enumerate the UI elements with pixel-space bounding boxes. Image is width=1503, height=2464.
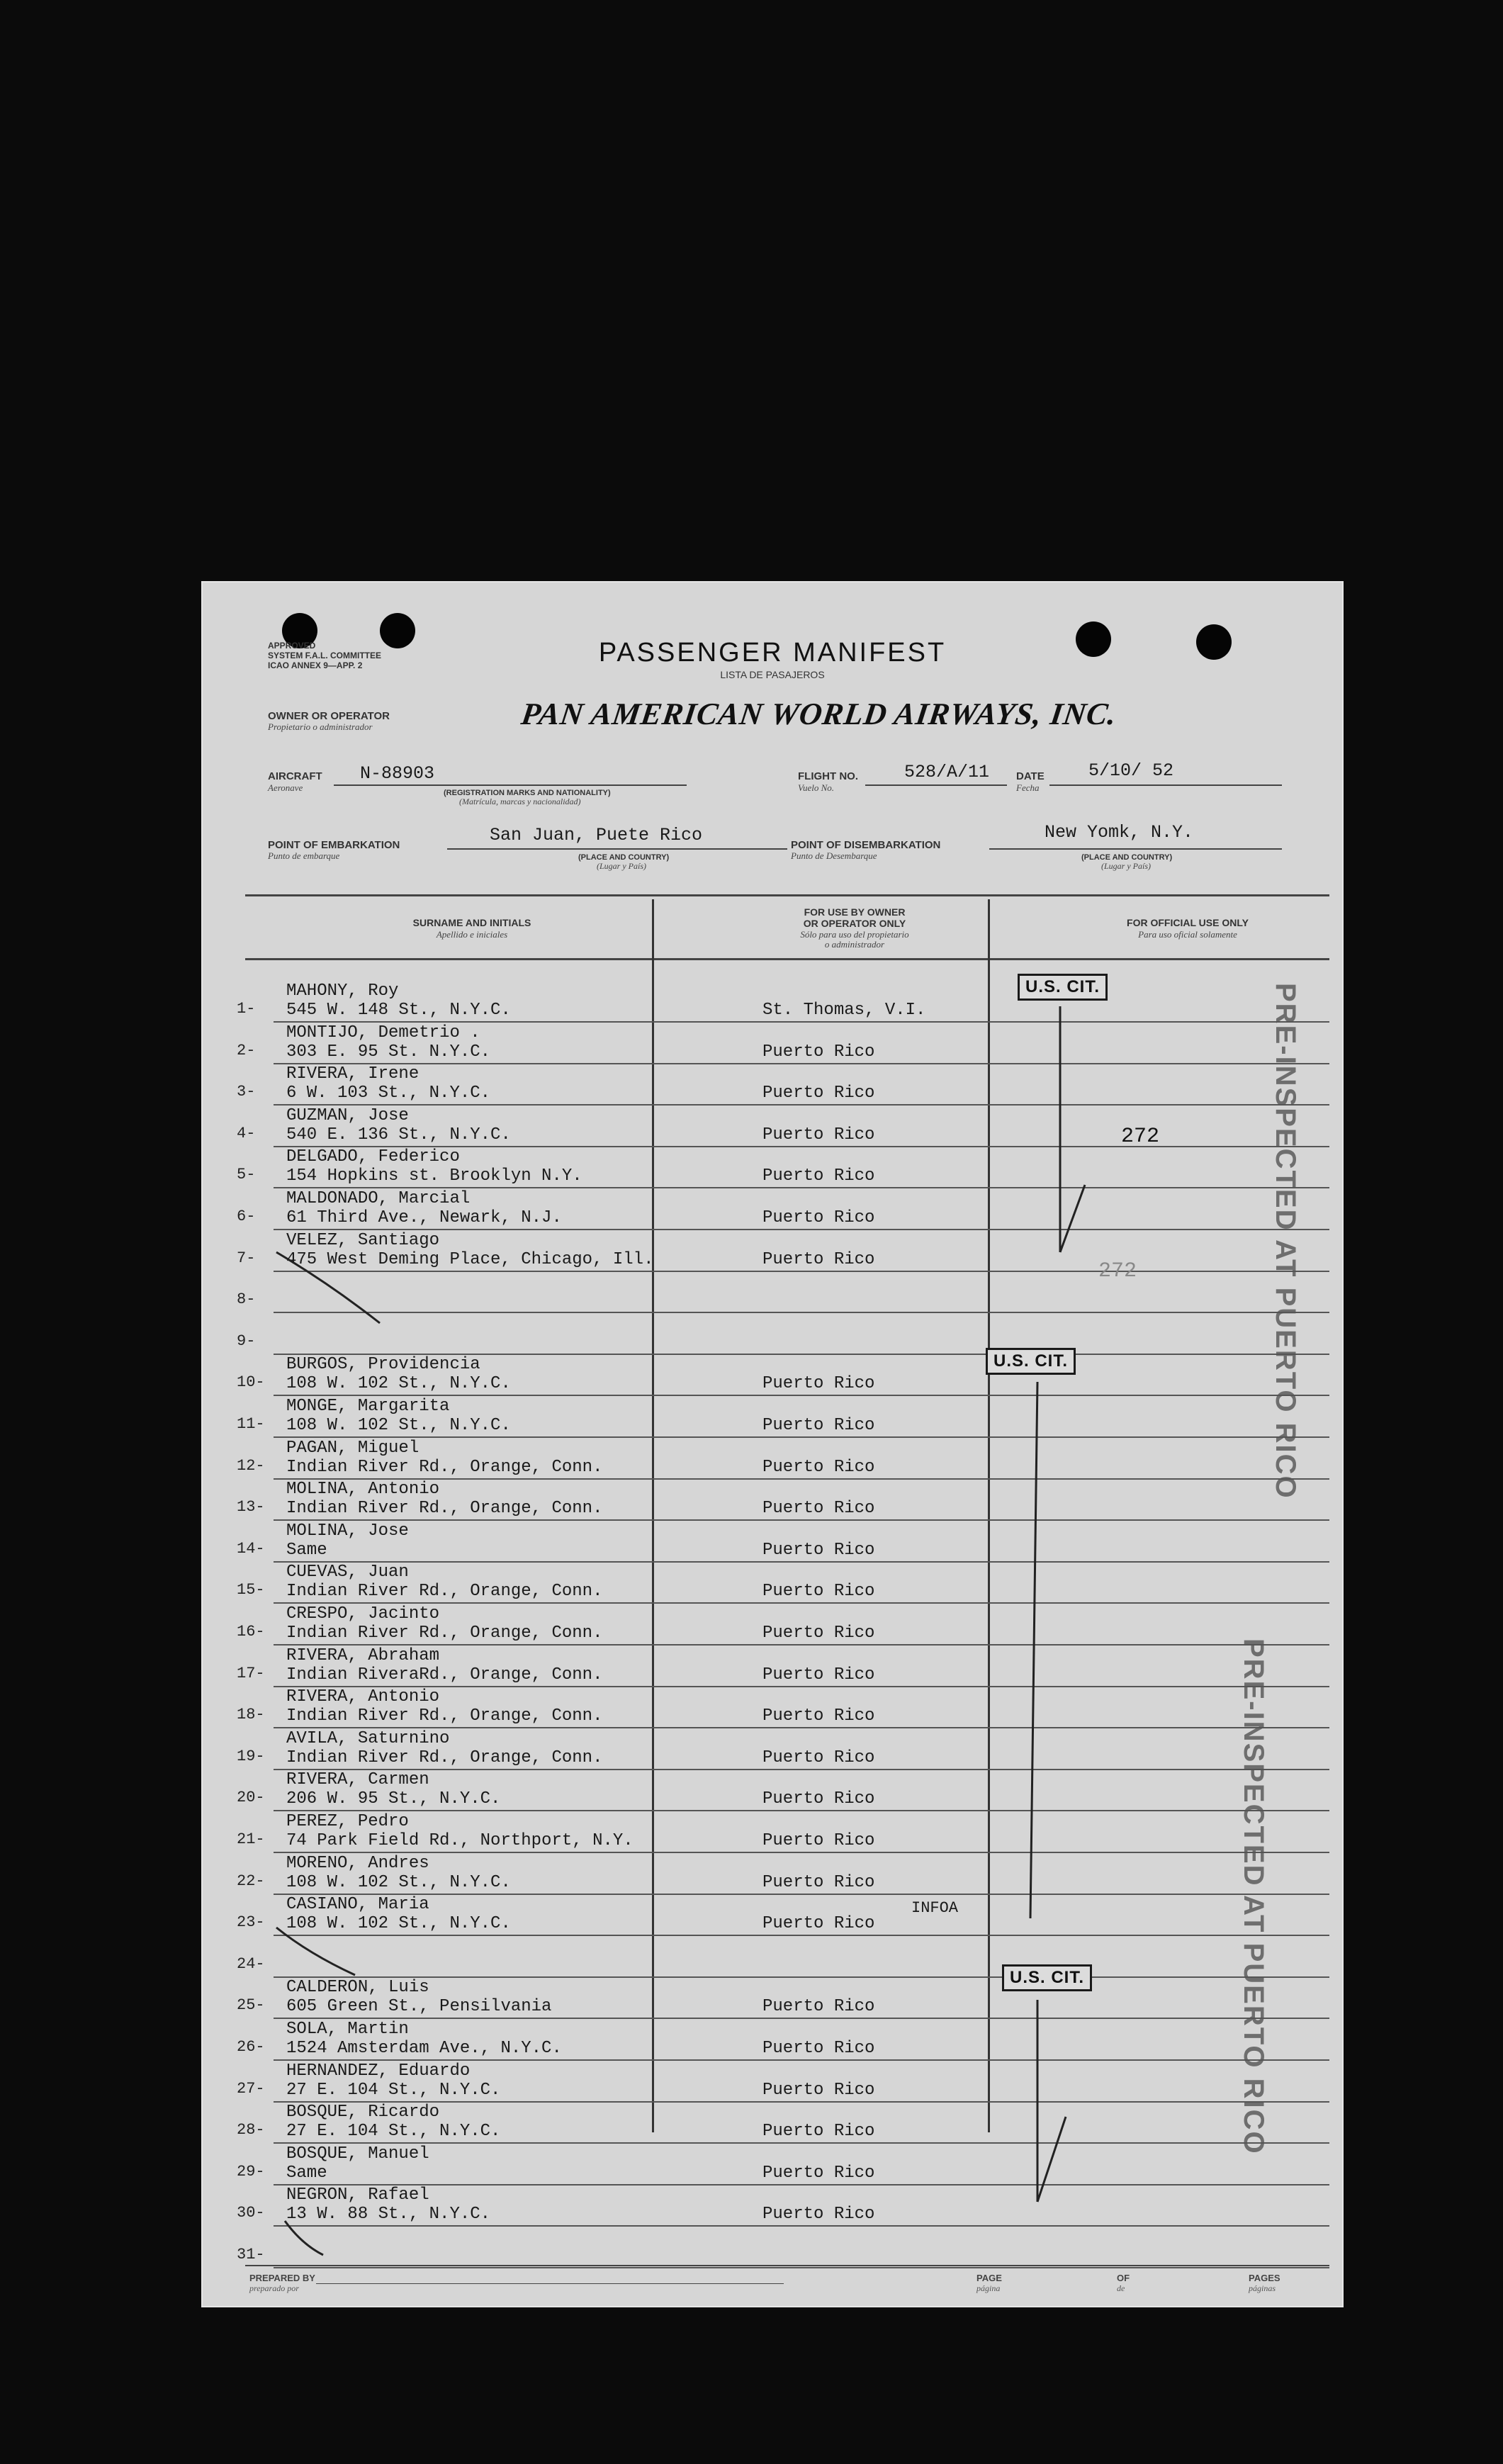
passenger-destination: Puerto Rico xyxy=(762,1042,875,1062)
row-number: 13- xyxy=(237,1498,265,1517)
passenger-name: MOLINA, Jose xyxy=(286,1521,409,1541)
row-number: 16- xyxy=(237,1623,265,1641)
row-number: 5- xyxy=(237,1166,256,1184)
row-number: 18- xyxy=(237,1706,265,1724)
passenger-destination: Puerto Rico xyxy=(762,1831,875,1850)
column-header-official: FOR OFFICIAL USE ONLY xyxy=(1127,917,1249,928)
passenger-count: 272 xyxy=(1121,1125,1160,1149)
blank-line-slash xyxy=(276,1928,355,1975)
footer-rule xyxy=(245,2265,1329,2266)
passenger-name: PEREZ, Pedro xyxy=(286,1812,409,1831)
page-label: PAGE xyxy=(976,2273,1002,2283)
passenger-address: Indian River Rd., Orange, Conn. xyxy=(286,1499,603,1519)
passenger-address: 61 Third Ave., Newark, N.J. xyxy=(286,1208,562,1227)
passenger-destination: Puerto Rico xyxy=(762,2122,875,2142)
passenger-name: RIVERA, Antonio xyxy=(286,1687,440,1707)
row-number: 27- xyxy=(237,2079,265,2098)
passenger-destination: Puerto Rico xyxy=(762,1084,875,1103)
passenger-address: 154 Hopkins st. Brooklyn N.Y. xyxy=(286,1166,582,1186)
row-number: 8- xyxy=(237,1290,256,1309)
passenger-destination: Puerto Rico xyxy=(762,1374,875,1394)
passenger-destination: Puerto Rico xyxy=(762,1789,875,1809)
passenger-name: GUZMAN, Jose xyxy=(286,1106,409,1125)
check-tick xyxy=(1037,2117,1066,2202)
column-header-surname: SURNAME AND INITIALS xyxy=(412,917,531,928)
passenger-address: Same xyxy=(286,1540,327,1560)
passenger-name: CALDERON, Luis xyxy=(286,1978,429,1998)
row-number: 10- xyxy=(237,1373,265,1392)
passenger-name: BOSQUE, Manuel xyxy=(286,2144,429,2164)
check-line xyxy=(1030,1382,1037,1918)
passenger-address: 545 W. 148 St., N.Y.C. xyxy=(286,1001,511,1020)
passenger-name: MONGE, Margarita xyxy=(286,1397,450,1416)
registration-note: (REGISTRATION MARKS AND NATIONALITY) xyxy=(444,789,611,797)
aircraft-label: AIRCRAFT xyxy=(268,770,322,782)
registration-sub: (Matrícula, marcas y nacionalidad) xyxy=(459,797,581,806)
passenger-name: RIVERA, Carmen xyxy=(286,1770,429,1790)
passenger-destination: Puerto Rico xyxy=(762,1416,875,1435)
passenger-name: MONTIJO, Demetrio . xyxy=(286,1023,480,1042)
passenger-name: HERNANDEZ, Eduardo xyxy=(286,2061,471,2081)
airline-name: PAN AMERICAN WORLD AIRWAYS, INC. xyxy=(519,697,1120,731)
passenger-address: 108 W. 102 St., N.Y.C. xyxy=(286,1914,511,1934)
row-number: 7- xyxy=(237,1249,256,1267)
us-citizen-stamp: U.S. CIT. xyxy=(1018,974,1108,1001)
row-number: 11- xyxy=(237,1415,265,1433)
passenger-name: CRESPO, Jacinto xyxy=(286,1604,440,1624)
row-number: 1- xyxy=(237,1000,256,1018)
of-sublabel: de xyxy=(1117,2283,1125,2293)
owner-label: OWNER OR OPERATOR xyxy=(268,710,390,722)
row-number: 20- xyxy=(237,1789,265,1807)
approved-line: SYSTEM F.A.L. COMMITTEE xyxy=(268,651,382,660)
passenger-name: MALDONADO, Marcial xyxy=(286,1189,471,1208)
flight-value: 528/A/11 xyxy=(904,762,990,782)
flight-label: FLIGHT NO. xyxy=(798,770,858,782)
passenger-address: 27 E. 104 St., N.Y.C. xyxy=(286,2080,501,2100)
row-number: 28- xyxy=(237,2121,265,2139)
row-number: 25- xyxy=(237,1996,265,2015)
date-value: 5/10/ 52 xyxy=(1088,760,1174,781)
embark-label: POINT OF EMBARKATION xyxy=(268,839,400,851)
pages-sublabel: páginas xyxy=(1249,2283,1276,2293)
approved-line: ICAO ANNEX 9—APP. 2 xyxy=(268,660,363,670)
blank-line-slash xyxy=(276,1252,380,1323)
pre-inspected-stamp: PRE-INSPECTED AT PUERTO RICO xyxy=(1270,983,1301,1500)
passenger-destination: Puerto Rico xyxy=(762,2039,875,2058)
aircraft-value: N-88903 xyxy=(360,763,435,784)
passenger-name: RIVERA, Abraham xyxy=(286,1646,440,1665)
passenger-destination: Puerto Rico xyxy=(762,1249,875,1269)
row-number: 21- xyxy=(237,1830,265,1848)
prepared-by-sublabel: preparado por xyxy=(249,2283,299,2293)
passenger-address: Indian River Rd., Orange, Conn. xyxy=(286,1457,603,1477)
passenger-address: 6 W. 103 St., N.Y.C. xyxy=(286,1084,491,1103)
column-subheader-owner-2: o administrador xyxy=(824,939,885,950)
aircraft-sublabel: Aeronave xyxy=(268,782,303,793)
embark-value: San Juan, Puete Rico xyxy=(490,825,703,845)
passenger-name: NEGRON, Rafael xyxy=(286,2185,429,2205)
row-number: 24- xyxy=(237,1954,265,1973)
passenger-address: 1524 Amsterdam Ave., N.Y.C. xyxy=(286,2039,562,2058)
passenger-address: Same xyxy=(286,2163,327,2183)
disembark-label: POINT OF DISEMBARKATION xyxy=(791,839,941,851)
passenger-name: PAGAN, Miguel xyxy=(286,1438,420,1458)
pre-inspected-stamp: PRE-INSPECTED AT PUERTO RICO xyxy=(1238,1638,1269,2155)
passenger-address: 303 E. 95 St. N.Y.C. xyxy=(286,1042,491,1062)
passenger-name: RIVERA, Irene xyxy=(286,1064,420,1084)
embark-place-sub: (Lugar y País) xyxy=(597,861,646,871)
column-subheader-official: Para uso oficial solamente xyxy=(1138,929,1237,940)
passenger-name: MAHONY, Roy xyxy=(286,981,399,1001)
us-citizen-stamp: U.S. CIT. xyxy=(986,1348,1076,1375)
passenger-destination: Puerto Rico xyxy=(762,2205,875,2224)
row-number: 19- xyxy=(237,1747,265,1765)
us-citizen-stamp: U.S. CIT. xyxy=(1002,1964,1092,1991)
passenger-destination: Puerto Rico xyxy=(762,1457,875,1477)
date-sublabel: Fecha xyxy=(1016,782,1040,793)
passenger-destination: St. Thomas, V.I. xyxy=(762,1001,926,1020)
row-number: 15- xyxy=(237,1581,265,1599)
passenger-count-faint: 272 xyxy=(1098,1259,1137,1283)
passenger-address: Indian RiveraRd., Orange, Conn. xyxy=(286,1665,603,1684)
row-number: 30- xyxy=(237,2204,265,2222)
passenger-destination: Puerto Rico xyxy=(762,2163,875,2183)
disembark-place-note: (PLACE AND COUNTRY) xyxy=(1081,853,1173,862)
passenger-name: CASIANO, Maria xyxy=(286,1895,429,1915)
passenger-destination: Puerto Rico xyxy=(762,1872,875,1892)
infoa-note: INFOA xyxy=(911,1899,959,1917)
passenger-destination: Puerto Rico xyxy=(762,1166,875,1186)
passenger-destination: Puerto Rico xyxy=(762,1125,875,1144)
passenger-destination: Puerto Rico xyxy=(762,1499,875,1519)
row-number: 17- xyxy=(237,1664,265,1682)
passenger-address: Indian River Rd., Orange, Conn. xyxy=(286,1706,603,1726)
page-sublabel: página xyxy=(976,2283,1001,2293)
passenger-name: MORENO, Andres xyxy=(286,1853,429,1873)
passenger-address: 108 W. 102 St., N.Y.C. xyxy=(286,1872,511,1892)
passenger-name: CUEVAS, Juan xyxy=(286,1563,409,1582)
row-number: 23- xyxy=(237,1913,265,1932)
row-number: 9- xyxy=(237,1332,256,1350)
row-number: 6- xyxy=(237,1208,256,1225)
passenger-destination: Puerto Rico xyxy=(762,1748,875,1767)
row-number: 2- xyxy=(237,1041,256,1059)
disembark-sublabel: Punto de Desembarque xyxy=(791,850,877,861)
disembark-value: New Yomk, N.Y. xyxy=(1045,822,1194,843)
row-number: 22- xyxy=(237,1872,265,1890)
passenger-address: 13 W. 88 St., N.Y.C. xyxy=(286,2205,491,2224)
pages-label: PAGES xyxy=(1249,2273,1280,2283)
row-number: 29- xyxy=(237,2162,265,2181)
column-header-owner-1: FOR USE BY OWNER xyxy=(804,906,906,918)
row-number: 12- xyxy=(237,1456,265,1475)
row-number: 4- xyxy=(237,1124,256,1142)
passenger-address: 206 W. 95 St., N.Y.C. xyxy=(286,1789,501,1809)
page-title: PASSENGER MANIFEST xyxy=(598,638,947,668)
row-number: 14- xyxy=(237,1539,265,1558)
date-label: DATE xyxy=(1016,770,1045,782)
passenger-destination: Puerto Rico xyxy=(762,1540,875,1560)
check-tick xyxy=(1060,1185,1085,1252)
passenger-address: Indian River Rd., Orange, Conn. xyxy=(286,1748,603,1767)
passenger-name: SOLA, Martin xyxy=(286,2020,409,2039)
handwritten-marks xyxy=(203,583,1342,2306)
manifest-sheet xyxy=(203,583,1342,2306)
passenger-address: 108 W. 102 St., N.Y.C. xyxy=(286,1416,511,1435)
blank-line-slash xyxy=(285,2221,323,2255)
passenger-address: 74 Park Field Rd., Northport, N.Y. xyxy=(286,1831,634,1850)
passenger-address: 108 W. 102 St., N.Y.C. xyxy=(286,1374,511,1394)
prepared-by-underline xyxy=(316,2283,784,2284)
passenger-destination: Puerto Rico xyxy=(762,1665,875,1684)
embark-place-note: (PLACE AND COUNTRY) xyxy=(578,853,670,862)
passenger-destination: Puerto Rico xyxy=(762,1997,875,2017)
passenger-address: 605 Green St., Pensilvania xyxy=(286,1997,552,2017)
passenger-name: VELEZ, Santiago xyxy=(286,1230,440,1250)
passenger-address: 475 West Deming Place, Chicago, Ill. xyxy=(286,1249,654,1269)
passenger-name: MOLINA, Antonio xyxy=(286,1480,440,1500)
passenger-destination: Puerto Rico xyxy=(762,1706,875,1726)
row-number: 3- xyxy=(237,1083,256,1101)
passenger-name: BOSQUE, Ricardo xyxy=(286,2103,440,2122)
column-subheader-surname: Apellido e iniciales xyxy=(436,929,508,940)
passenger-destination: Puerto Rico xyxy=(762,1582,875,1602)
prepared-by-label: PREPARED BY xyxy=(249,2273,315,2283)
passenger-destination: Puerto Rico xyxy=(762,1624,875,1643)
passenger-destination: Puerto Rico xyxy=(762,1914,875,1934)
passenger-address: 27 E. 104 St., N.Y.C. xyxy=(286,2122,501,2142)
row-number: 31- xyxy=(237,2246,265,2263)
disembark-place-sub: (Lugar y País) xyxy=(1101,861,1151,871)
column-header-owner-2: OR OPERATOR ONLY xyxy=(803,918,906,929)
owner-sublabel: Propietario o administrador xyxy=(268,721,373,732)
passenger-address: Indian River Rd., Orange, Conn. xyxy=(286,1624,603,1643)
passenger-destination: Puerto Rico xyxy=(762,2080,875,2100)
approved-line: APPROVED xyxy=(268,641,316,651)
passenger-destination: Puerto Rico xyxy=(762,1208,875,1227)
passenger-name: DELGADO, Federico xyxy=(286,1147,460,1167)
of-label: OF xyxy=(1117,2273,1130,2283)
passenger-name: BURGOS, Providencia xyxy=(286,1355,480,1375)
embark-sublabel: Punto de embarque xyxy=(268,850,340,861)
passenger-address: Indian River Rd., Orange, Conn. xyxy=(286,1582,603,1602)
passenger-name: AVILA, Saturnino xyxy=(286,1728,450,1748)
row-number: 26- xyxy=(237,2038,265,2056)
page-subtitle: LISTA DE PASAJEROS xyxy=(720,669,825,680)
column-subheader-owner-1: Sólo para uso del propietario xyxy=(800,929,909,940)
flight-sublabel: Vuelo No. xyxy=(798,782,835,793)
passenger-address: 540 E. 136 St., N.Y.C. xyxy=(286,1125,511,1144)
